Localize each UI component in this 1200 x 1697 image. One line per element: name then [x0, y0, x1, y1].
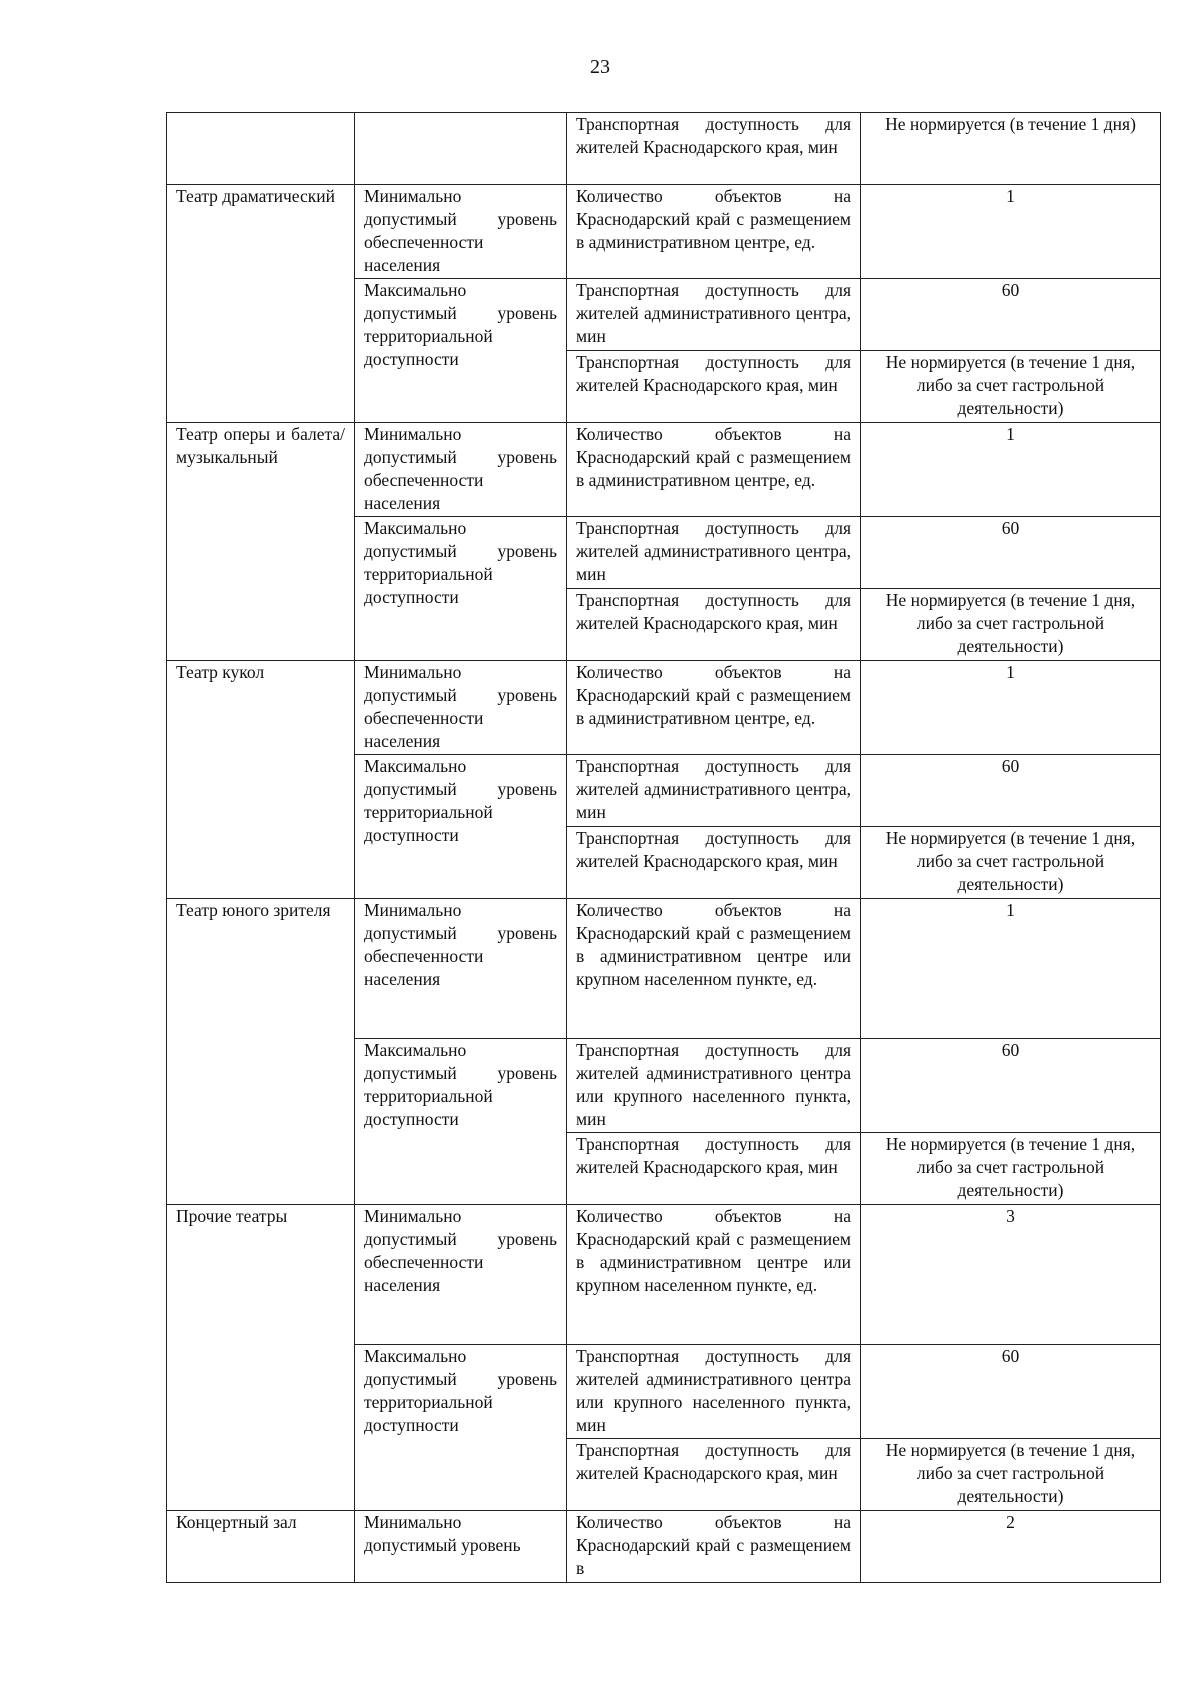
facility-cell [167, 113, 355, 185]
table-row [167, 423, 1161, 517]
level-cell: Минимально допустимый уровень обеспеченности населения [355, 661, 567, 755]
indicator-cell: Транспортная доступность для жителей Краснодарского края, мин [567, 827, 861, 899]
facility-cell: Театр юного зрителя [167, 899, 355, 1205]
level-cell: Максимально допустимый уровень территориальной доступности [355, 517, 567, 661]
indicator-cell: Количество объектов на Краснодарский край с размещением в административном центре или крупном населенном пункте, ед. [567, 1205, 861, 1345]
value-cell: 60 [861, 755, 1161, 827]
indicator-cell: Количество объектов на Краснодарский край с размещением в административном центре, ед. [567, 185, 861, 279]
value-cell: 1 [861, 661, 1161, 755]
table-row [167, 113, 1161, 185]
indicator-cell: Транспортная доступность для жителей административного центра, мин [567, 755, 861, 827]
level-cell: Максимально допустимый уровень территориальной доступности [355, 755, 567, 899]
indicator-cell: Транспортная доступность для жителей административного центра, мин [567, 517, 861, 589]
value-cell: 1 [861, 899, 1161, 1039]
page-number: 23 [590, 56, 610, 78]
level-cell: Минимально допустимый уровень обеспеченности населения [355, 1205, 567, 1345]
indicator-cell: Транспортная доступность для жителей Краснодарского края, мин [567, 351, 861, 423]
indicator-cell: Транспортная доступность для жителей Краснодарского края, мин [567, 113, 861, 185]
value-cell: Не нормируется (в течение 1 дня, либо за счет гастрольной деятельности) [861, 351, 1161, 423]
facility-cell: Прочие театры [167, 1205, 355, 1511]
level-cell [355, 113, 567, 185]
indicator-cell: Количество объектов на Краснодарский край с размещением в административном центре, ед. [567, 661, 861, 755]
level-cell: Максимально допустимый уровень территориальной доступности [355, 279, 567, 423]
indicator-cell: Транспортная доступность для жителей административного центра, мин [567, 279, 861, 351]
indicator-cell: Транспортная доступность для жителей административного центра или крупного населенного пункта, мин [567, 1039, 861, 1133]
value-cell: Не нормируется (в течение 1 дня, либо за счет гастрольной деятельности) [861, 1439, 1161, 1511]
facility-cell: Театр кукол [167, 661, 355, 899]
level-cell: Минимально допустимый уровень обеспеченности населения [355, 185, 567, 279]
level-cell: Максимально допустимый уровень территориальной доступности [355, 1345, 567, 1511]
value-cell: 2 [861, 1511, 1161, 1583]
value-cell: Не нормируется (в течение 1 дня) [861, 113, 1161, 185]
table-row [167, 1205, 1161, 1345]
value-cell: Не нормируется (в течение 1 дня, либо за счет гастрольной деятельности) [861, 589, 1161, 661]
table-row [167, 899, 1161, 1039]
indicator-cell: Транспортная доступность для жителей административного центра или крупного населенного пункта, мин [567, 1345, 861, 1439]
facility-cell: Театр драматический [167, 185, 355, 423]
value-cell: 60 [861, 1039, 1161, 1133]
indicator-cell: Количество объектов на Краснодарский край с размещением в административном центре, ед. [567, 423, 861, 517]
indicator-cell: Количество объектов на Краснодарский край с размещением в административном центре или крупном населенном пункте, ед. [567, 899, 861, 1039]
value-cell: 60 [861, 279, 1161, 351]
value-cell: Не нормируется (в течение 1 дня, либо за счет гастрольной деятельности) [861, 827, 1161, 899]
value-cell: 60 [861, 1345, 1161, 1439]
level-cell: Минимально допустимый уровень обеспеченности населения [355, 423, 567, 517]
value-cell: Не нормируется (в течение 1 дня, либо за счет гастрольной деятельности) [861, 1133, 1161, 1205]
level-cell: Максимально допустимый уровень территориальной доступности [355, 1039, 567, 1205]
value-cell: 60 [861, 517, 1161, 589]
norms-table [166, 112, 1161, 1583]
indicator-cell: Транспортная доступность для жителей Краснодарского края, мин [567, 1133, 861, 1205]
table-row [167, 661, 1161, 755]
value-cell: 3 [861, 1205, 1161, 1345]
facility-cell: Театр оперы и балета/ музыкальный [167, 423, 355, 661]
value-cell: 1 [861, 423, 1161, 517]
facility-cell: Концертный зал [167, 1511, 355, 1583]
indicator-cell: Транспортная доступность для жителей Краснодарского края, мин [567, 1439, 861, 1511]
table-row [167, 1511, 1161, 1583]
indicator-cell: Транспортная доступность для жителей Краснодарского края, мин [567, 589, 861, 661]
table-row [167, 185, 1161, 279]
value-cell: 1 [861, 185, 1161, 279]
level-cell: Минимально допустимый уровень [355, 1511, 567, 1583]
indicator-cell: Количество объектов на Краснодарский край с размещением в [567, 1511, 861, 1583]
level-cell: Минимально допустимый уровень обеспеченности населения [355, 899, 567, 1039]
